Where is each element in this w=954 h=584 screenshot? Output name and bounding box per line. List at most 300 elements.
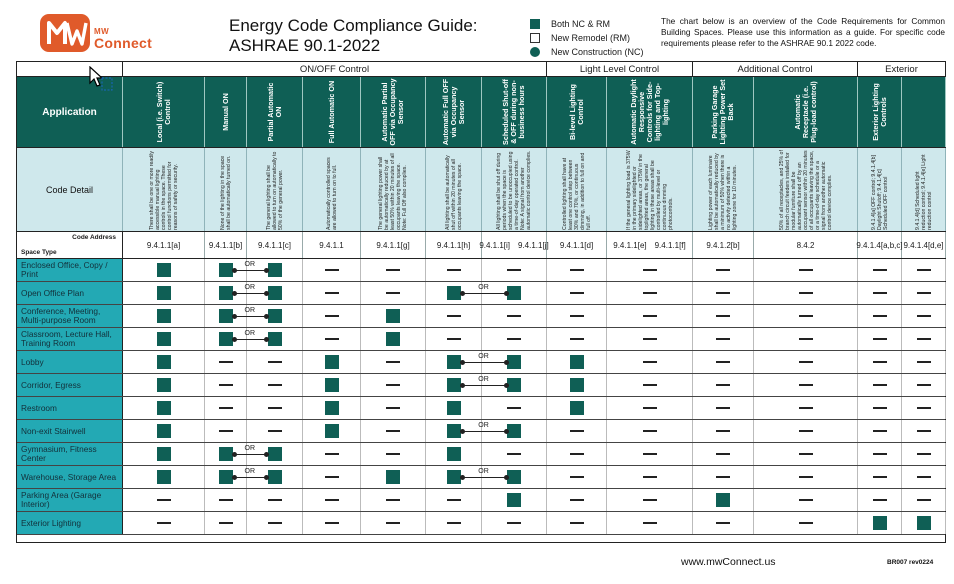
not-required-dash (873, 453, 887, 455)
requirement-cell (547, 489, 607, 511)
logo-text-big: Connect (94, 35, 153, 51)
page-title-line1: Energy Code Compliance Guide: (229, 16, 478, 35)
open-square-icon (530, 33, 540, 43)
column-header-text: Automatic Partial OFF via Occupancy Sensor (380, 78, 405, 146)
requirement-cell (754, 489, 858, 511)
column-header-text: Parking Garage Lighting Power Set Back (710, 79, 735, 145)
not-required-dash (325, 453, 339, 455)
requirement-cell (902, 397, 946, 419)
requirement-cell (482, 305, 547, 327)
not-required-dash (219, 499, 233, 501)
not-required-dash (799, 522, 813, 524)
requirement-cell (858, 351, 902, 373)
column-header-text: Exterior Lighting Controls (870, 83, 888, 141)
not-required-dash (799, 338, 813, 340)
code-detail-text: 50% of all receptacles, and 25% of branch circuit feeders installed for modular furniture shall be automatically turned off by an occupant sensor within 20 minutes of all occupants leaving the space, or a time-of-day schedule or a signal from another automatic control device complies. (778, 149, 833, 230)
table-row (17, 282, 945, 305)
code-detail-cell (205, 148, 247, 231)
code-address-value: 9.4.1.1[h] (436, 240, 471, 250)
or-label: OR (478, 468, 489, 475)
or-dot (264, 268, 269, 273)
code-address-value: 9.4.1.1[j] (518, 240, 549, 250)
mwconnect-logo (40, 14, 170, 54)
or-dot (264, 291, 269, 296)
code-address-value: 9.4.1.1[g] (376, 240, 410, 250)
requirement-cell (902, 443, 946, 465)
table-row (17, 374, 945, 397)
requirement-cell (547, 305, 607, 327)
required-marker (268, 470, 282, 484)
requirement-cell (123, 466, 205, 488)
code-address-value: 9.4.1.1[f] (654, 240, 686, 250)
required-marker (507, 470, 521, 484)
requirement-cell (482, 328, 547, 350)
requirement-cell (858, 397, 902, 419)
required-marker (570, 355, 584, 369)
requirement-cell (858, 443, 902, 465)
column-header-cell (361, 77, 426, 147)
requirement-cell (607, 282, 693, 304)
not-required-dash (873, 315, 887, 317)
not-required-dash (643, 522, 657, 524)
code-detail-cell (754, 148, 858, 231)
requirement-cell (247, 420, 303, 442)
or-dot (232, 337, 237, 342)
requirement-cell (607, 374, 693, 396)
requirement-cell (547, 512, 607, 534)
requirement-cell (247, 512, 303, 534)
not-required-dash (917, 292, 931, 294)
or-connector (462, 351, 507, 373)
code-detail-cell (547, 148, 607, 231)
not-required-dash (325, 315, 339, 317)
not-required-dash (268, 499, 282, 501)
not-required-dash (570, 269, 584, 271)
not-required-dash (325, 292, 339, 294)
not-required-dash (447, 315, 461, 317)
requirement-cell (902, 305, 946, 327)
required-marker (570, 378, 584, 392)
space-type-label: Warehouse, Storage Area (17, 466, 123, 488)
table-row (17, 397, 945, 420)
logo-text-small: MW (94, 27, 110, 36)
not-required-dash (219, 361, 233, 363)
requirement-cell (858, 374, 902, 396)
requirement-cell (754, 305, 858, 327)
not-required-dash (873, 407, 887, 409)
or-label: OR (478, 353, 489, 360)
requirement-cell (858, 420, 902, 442)
space-type-label: Classroom, Lecture Hall, Training Room (17, 328, 123, 350)
requirement-cell (123, 351, 205, 373)
code-requirements-table (16, 61, 946, 543)
code-detail-cell (426, 148, 482, 231)
required-marker (507, 378, 521, 392)
requirement-cell (205, 397, 247, 419)
or-dot (460, 475, 465, 480)
or-connector (234, 443, 267, 465)
not-required-dash (799, 430, 813, 432)
requirement-cell (426, 305, 482, 327)
not-required-dash (799, 361, 813, 363)
requirement-cell (426, 489, 482, 511)
not-required-dash (507, 453, 521, 455)
table-row (17, 351, 945, 374)
requirement-cell (426, 443, 482, 465)
required-marker (157, 378, 171, 392)
requirement-cell (754, 351, 858, 373)
column-header-cell (693, 77, 754, 147)
not-required-dash (219, 430, 233, 432)
required-marker (447, 355, 461, 369)
not-required-dash (917, 499, 931, 501)
requirement-cell (303, 328, 361, 350)
category-header: Exterior (858, 62, 946, 77)
not-required-dash (570, 499, 584, 501)
code-address-cell (902, 232, 946, 258)
required-marker (386, 332, 400, 346)
requirement-cell (607, 512, 693, 534)
code-detail-text: All lighting shall be automatically shut off within 20 minutes of all occupants leaving the space. (444, 154, 463, 230)
or-line (234, 339, 267, 340)
required-marker (325, 355, 339, 369)
or-dot (264, 314, 269, 319)
not-required-dash (799, 292, 813, 294)
requirement-cell (547, 420, 607, 442)
application-header: Application (17, 77, 123, 147)
requirement-cell (693, 489, 754, 511)
not-required-dash (447, 269, 461, 271)
not-required-dash (268, 361, 282, 363)
not-required-dash (570, 453, 584, 455)
not-required-dash (507, 315, 521, 317)
code-address-value: 9.4.1.1[e] (613, 240, 647, 250)
or-connector (462, 466, 507, 488)
required-marker (219, 470, 233, 484)
required-marker (268, 447, 282, 461)
not-required-dash (643, 499, 657, 501)
not-required-dash (917, 407, 931, 409)
not-required-dash (643, 361, 657, 363)
code-detail-cell (123, 148, 205, 231)
not-required-dash (325, 476, 339, 478)
code-detail-cell (902, 148, 946, 231)
required-marker (157, 424, 171, 438)
required-marker (325, 424, 339, 438)
requirement-cell (902, 489, 946, 511)
requirement-cell (754, 374, 858, 396)
category-header: Additional Control (693, 62, 858, 77)
or-dot (264, 452, 269, 457)
not-required-dash (507, 338, 521, 340)
not-required-dash (447, 499, 461, 501)
required-marker (873, 516, 887, 530)
table-row (17, 489, 945, 512)
code-address-value: 9.4.1.1 (319, 240, 344, 250)
not-required-dash (447, 522, 461, 524)
table-row (17, 328, 945, 351)
code-address-row (17, 232, 945, 259)
requirement-cell (607, 397, 693, 419)
or-dot (504, 429, 509, 434)
code-address-value: 9.4.1.1[i] (479, 240, 510, 250)
requirement-cell (482, 443, 547, 465)
space-type-label: Non-exit Stairwell (17, 420, 123, 442)
column-header-cell (902, 77, 946, 147)
not-required-dash (643, 292, 657, 294)
table-row (17, 512, 945, 535)
or-connector (234, 328, 267, 350)
code-detail-cell (303, 148, 361, 231)
column-header-cell (482, 77, 547, 147)
required-marker (386, 470, 400, 484)
requirement-cell (547, 443, 607, 465)
or-connector (462, 420, 507, 442)
or-dot (504, 383, 509, 388)
not-required-dash (716, 269, 730, 271)
requirement-cell (123, 328, 205, 350)
not-required-dash (799, 384, 813, 386)
requirement-cell (205, 351, 247, 373)
column-header-text: Manual ON (220, 93, 230, 131)
or-dot (460, 429, 465, 434)
code-address-value: 9.4.1.4[d,e] (903, 240, 944, 250)
requirement-cell (247, 351, 303, 373)
requirement-cell (303, 351, 361, 373)
requirement-cell (858, 328, 902, 350)
or-label: OR (478, 376, 489, 383)
requirement-cell (303, 282, 361, 304)
requirement-cell (205, 374, 247, 396)
column-header-cell (205, 77, 247, 147)
code-detail-cell (693, 148, 754, 231)
requirement-cell (754, 443, 858, 465)
space-type-label: Conference, Meeting, Multi-purpose Room (17, 305, 123, 327)
not-required-dash (157, 522, 171, 524)
or-line (462, 431, 507, 432)
document-code: BR007 rev0224 (887, 559, 934, 566)
not-required-dash (643, 476, 657, 478)
space-type-label: Enclosed Office, Copy / Print (17, 259, 123, 281)
required-marker (325, 401, 339, 415)
code-detail-cell (361, 148, 426, 231)
required-marker (157, 355, 171, 369)
not-required-dash (219, 522, 233, 524)
column-header-cell (303, 77, 361, 147)
space-type-label: Parking Area (Garage Interior) (17, 489, 123, 511)
not-required-dash (716, 476, 730, 478)
not-required-dash (507, 269, 521, 271)
not-required-dash (917, 269, 931, 271)
requirement-cell (693, 351, 754, 373)
filled-square-icon (530, 19, 540, 29)
requirement-cell (607, 466, 693, 488)
code-address-cell (693, 232, 754, 258)
not-required-dash (873, 499, 887, 501)
required-marker (157, 447, 171, 461)
or-label: OR (244, 330, 255, 337)
requirement-cell (205, 512, 247, 534)
or-line (462, 362, 507, 363)
requirement-cell (123, 420, 205, 442)
or-dot (232, 291, 237, 296)
required-marker (268, 309, 282, 323)
not-required-dash (917, 361, 931, 363)
not-required-dash (917, 476, 931, 478)
required-marker (219, 286, 233, 300)
requirement-cell (482, 397, 547, 419)
requirement-cell (426, 259, 482, 281)
code-detail-text: All lighting shall be shut off during periods when the space is scheduled to be unoccupied using a time-of-day operated control. Note: A signal from another automatic control device complies. (496, 150, 532, 230)
code-detail-text: The general lighting power shall be automatically reduced by at least 50% within 20 minutes of all occupants leaving the space. Note: Full Off also complies. (378, 152, 408, 230)
requirement-cell (426, 328, 482, 350)
not-required-dash (268, 384, 282, 386)
requirement-cell (303, 420, 361, 442)
or-label: OR (244, 468, 255, 475)
code-address-value: 9.4.1.1[c] (258, 240, 291, 250)
required-marker (219, 332, 233, 346)
code-address-label: Code Address (72, 234, 116, 241)
not-required-dash (917, 338, 931, 340)
requirement-cell (303, 305, 361, 327)
requirement-cell (858, 512, 902, 534)
code-address-cell (361, 232, 426, 258)
not-required-dash (799, 315, 813, 317)
not-required-dash (917, 430, 931, 432)
or-dot (232, 314, 237, 319)
requirement-cell (426, 512, 482, 534)
column-header-text: Bi-level Lighting Control (567, 84, 585, 140)
required-marker (507, 424, 521, 438)
code-detail-text: 9.4.1.4[d] Scheduled light reduction control; 9.4.1.4[e] Light reduction control (914, 153, 933, 230)
requirement-cell (902, 420, 946, 442)
requirement-cell (693, 259, 754, 281)
requirement-cell (123, 489, 205, 511)
page-title-line2: ASHRAE 90.1-2022 (229, 36, 381, 55)
code-address-cell (205, 232, 247, 258)
legend-label: Both NC & RM (551, 18, 611, 29)
column-header-text: Automatic Receptacle (i.e. Plug-load control) (792, 81, 818, 143)
requirement-cell (754, 328, 858, 350)
not-required-dash (447, 338, 461, 340)
not-required-dash (716, 407, 730, 409)
or-dot (264, 475, 269, 480)
not-required-dash (643, 453, 657, 455)
not-required-dash (799, 407, 813, 409)
required-marker (917, 516, 931, 530)
requirement-cell (693, 420, 754, 442)
mw-logo-mark-icon (40, 14, 90, 52)
not-required-dash (716, 522, 730, 524)
or-dot (264, 337, 269, 342)
not-required-dash (268, 407, 282, 409)
not-required-dash (873, 269, 887, 271)
code-address-cell (123, 232, 205, 258)
requirement-cell (361, 374, 426, 396)
requirement-cell (607, 443, 693, 465)
code-address-value: 9.4.1.1[a] (146, 240, 181, 250)
or-label: OR (478, 284, 489, 291)
not-required-dash (219, 384, 233, 386)
requirement-cell (607, 259, 693, 281)
or-connector (234, 282, 267, 304)
or-line (234, 316, 267, 317)
legend-item (530, 17, 655, 30)
not-required-dash (716, 338, 730, 340)
not-required-dash (643, 430, 657, 432)
requirement-cell (247, 397, 303, 419)
not-required-dash (799, 476, 813, 478)
space-type-label: Corridor, Egress (17, 374, 123, 396)
not-required-dash (570, 522, 584, 524)
or-line (462, 293, 507, 294)
required-marker (157, 309, 171, 323)
requirement-cell (123, 512, 205, 534)
not-required-dash (873, 292, 887, 294)
requirement-cell (607, 328, 693, 350)
or-connector (234, 305, 267, 327)
category-header: ON/OFF Control (123, 62, 547, 77)
not-required-dash (386, 407, 400, 409)
requirement-cell (303, 489, 361, 511)
requirement-cell (693, 443, 754, 465)
requirement-cell (482, 512, 547, 534)
required-marker (268, 332, 282, 346)
column-header-cell (754, 77, 858, 147)
requirement-cell (123, 259, 205, 281)
footer-url-link[interactable]: www.mwConnect.us (681, 556, 776, 568)
required-marker (507, 493, 521, 507)
code-address-cell (754, 232, 858, 258)
not-required-dash (570, 315, 584, 317)
requirement-cell (303, 397, 361, 419)
requirement-cell (858, 259, 902, 281)
code-detail-label: Code Detail (17, 148, 123, 231)
mouse-cursor-icon (89, 66, 115, 94)
requirement-cell (693, 466, 754, 488)
code-detail-text: Automatically controlled spaces are allowed to turn on to full. (325, 156, 338, 230)
table-row (17, 305, 945, 328)
not-required-dash (570, 292, 584, 294)
not-required-dash (643, 384, 657, 386)
not-required-dash (643, 315, 657, 317)
column-header-text: Scheduled Shut-off & OFF during non-business hours (501, 79, 526, 145)
not-required-dash (268, 522, 282, 524)
required-marker (386, 309, 400, 323)
code-detail-cell (247, 148, 303, 231)
column-header-cell (607, 77, 693, 147)
requirement-cell (303, 259, 361, 281)
code-address-value: 9.4.1.4[a,b,c] (856, 240, 903, 250)
requirement-cell (247, 489, 303, 511)
code-detail-cell (607, 148, 693, 231)
not-required-dash (716, 361, 730, 363)
code-address-label-cell (17, 232, 123, 258)
requirement-cell (754, 512, 858, 534)
code-detail-text: None of the lighting in the space shall be automatically turned on. (219, 155, 232, 230)
code-detail-text: Controlled lighting shall have at least one control step between 30% and 70%, or continuous dimming, in addition to full on and full off. (561, 152, 592, 230)
requirement-cell (754, 282, 858, 304)
requirement-cell (303, 443, 361, 465)
requirement-cell (426, 397, 482, 419)
requirement-cell (361, 443, 426, 465)
requirement-cell (902, 328, 946, 350)
not-required-dash (643, 407, 657, 409)
requirement-cell (858, 466, 902, 488)
not-required-dash (157, 499, 171, 501)
column-header-text: Local (i.e. Switch) Control (154, 81, 172, 143)
or-dot (460, 360, 465, 365)
